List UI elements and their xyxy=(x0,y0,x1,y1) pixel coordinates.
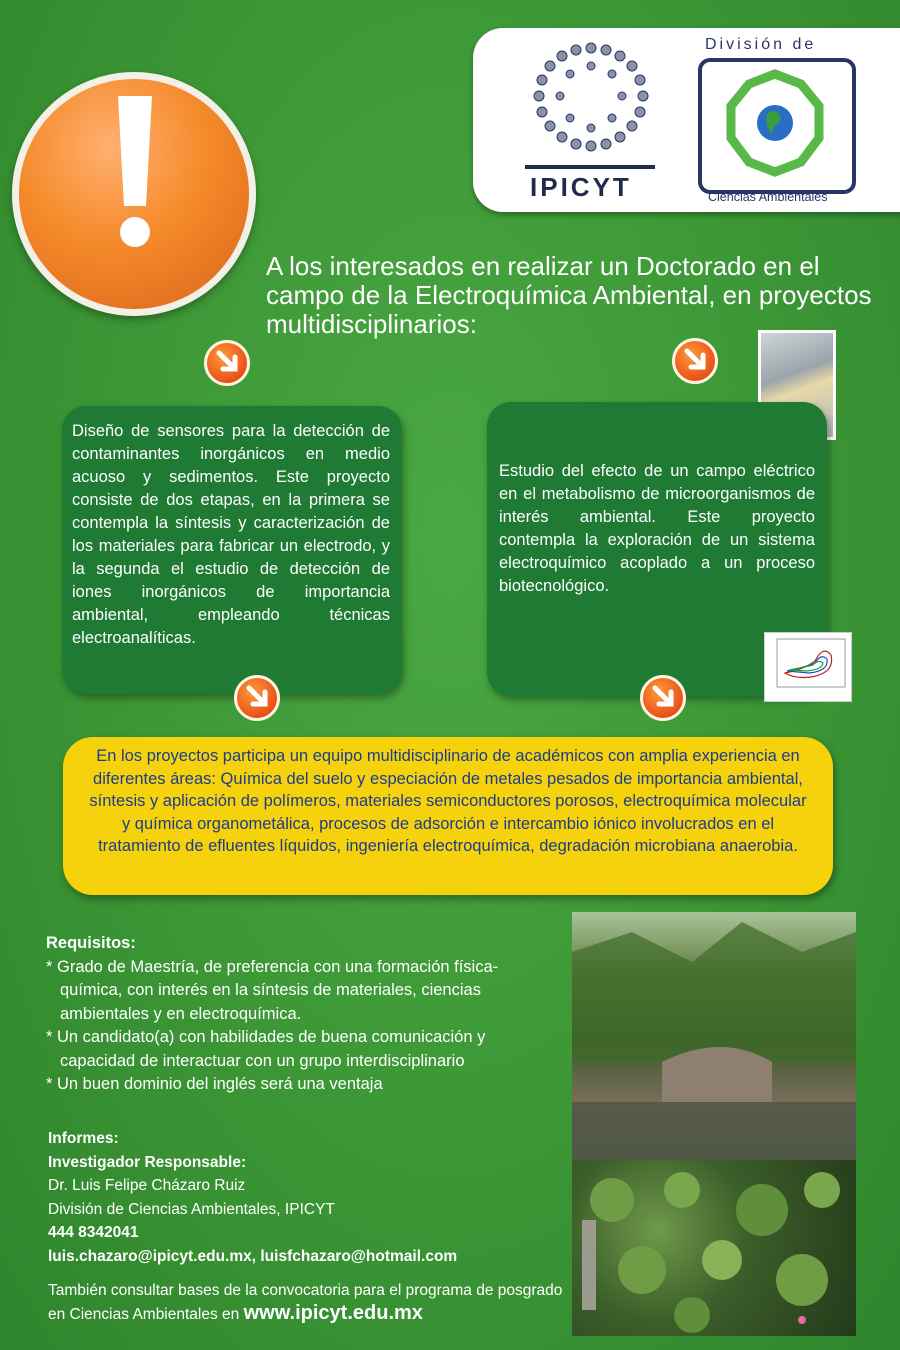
ipicyt-underline xyxy=(525,165,655,169)
requisito-item: * Un candidato(a) con habilidades de buena comunicación y capacidad de interactuar con un grupo interdisciplinario xyxy=(46,1028,486,1070)
project-card-left xyxy=(62,406,402,694)
team-box xyxy=(63,737,833,895)
informes-email[interactable]: luis.chazaro@ipicyt.edu.mx, luisfchazaro@hotmail.com xyxy=(48,1247,458,1265)
arrow-down-icon xyxy=(204,340,250,386)
arrow-down-icon xyxy=(640,675,686,721)
informes-name: Dr. Luis Felipe Cházaro Ruiz xyxy=(48,1177,246,1194)
exclamation-icon xyxy=(110,92,160,254)
division-de-label: División de xyxy=(705,36,817,53)
arrow-down-icon xyxy=(672,338,718,384)
project-left-text: Diseño de sensores para la detección de contaminantes inorgánicos en medio acuoso y sedimentos. Este proyecto consiste de dos etapas, en la primera se contempla la síntesis y caracterización de los materiales para fabricar un electrodo, y la segunda el estudio de detección de iones inorgánicos de importancia ambiental, empleando técnicas electroanalíticas. xyxy=(72,422,390,647)
footer xyxy=(48,1280,578,1326)
informes-dept: División de Ciencias Ambientales, IPICYT xyxy=(48,1200,335,1218)
lily-pond-photo xyxy=(572,1160,856,1336)
ipicyt-logo-icon xyxy=(524,36,658,160)
ciencias-ambientales-label: Ciencias Ambientales xyxy=(708,190,828,204)
voltammogram-plot xyxy=(764,632,852,702)
requisitos-title: Requisitos: xyxy=(46,934,136,952)
requisitos-section xyxy=(46,932,556,1097)
team-text: En los proyectos participa un equipo multidisciplinario de académicos con amplia experiencia en diferentes áreas: Química del suelo y especiación de metales pesados de importancia ambiental, síntesis y aplicación de polímeros, materiales semiconductores porosos, electroquímica molecular y química organometálica, procesos de adsorción e intercambio iónico involucrados en el tratamiento de efluentes líquidos, ingeniería electroquímica, degradación microbiana anaerobia. xyxy=(89,747,807,855)
informes-role: Investigador Responsable: xyxy=(48,1153,247,1171)
project-right-text: Estudio del efecto de un campo eléctrico en el metabolismo de microorganismos de interés ambiental. Este proyecto contempla la exploración de un sistema electroquímico acoplado a un proceso biotecnológico. xyxy=(499,462,815,595)
informes-section xyxy=(48,1127,568,1268)
requisito-item: * Un buen dominio del inglés será una ventaja xyxy=(46,1075,383,1093)
headline: A los interesados en realizar un Doctorado en el campo de la Electroquímica Ambiental, en proyectos multidisciplinarios: xyxy=(266,251,872,339)
informes-title: Informes: xyxy=(48,1130,119,1147)
requisito-item: * Grado de Maestría, de preferencia con una formación física-química, con interés en la síntesis de materiales, ciencias ambientales y en electroquímica. xyxy=(46,957,499,1023)
footer-url-link[interactable]: www.ipicyt.edu.mx xyxy=(243,1302,423,1324)
recycle-globe-icon xyxy=(715,68,835,180)
informes-phone: 444 8342041 xyxy=(48,1224,139,1241)
ipicyt-logo-text: IPICYT xyxy=(530,172,632,202)
footer-text: También consultar bases de la convocatoria para el programa de posgrado en Ciencias Ambientales en xyxy=(48,1282,563,1323)
forest-photo xyxy=(572,912,856,1168)
arrow-down-icon xyxy=(234,675,280,721)
